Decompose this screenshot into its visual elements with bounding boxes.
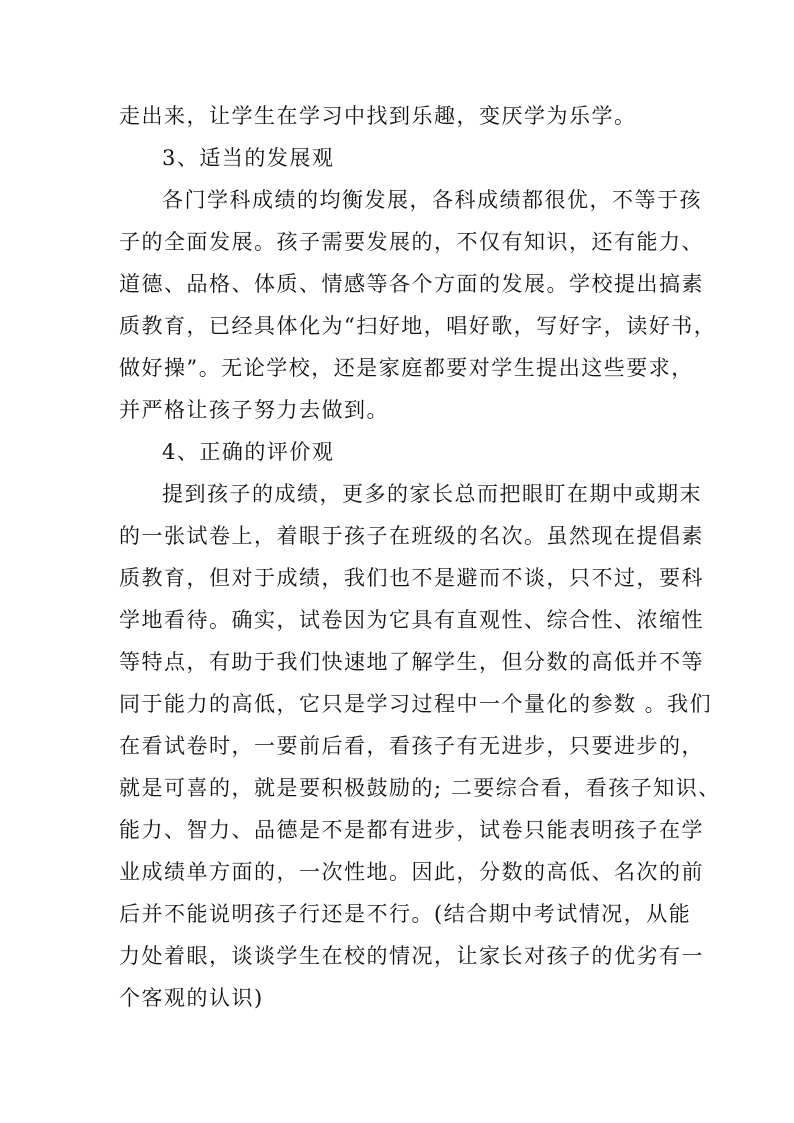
- text-line: 等特点，有助于我们快速地了解学生，但分数的高低并不等: [119, 650, 704, 674]
- text-line: 各门学科成绩的均衡发展，各科成绩都很优，不等于孩: [162, 188, 702, 212]
- text-line: 后并不能说明孩子行还是不行。(结合期中考试情况，从能: [119, 902, 692, 926]
- text-line: 提到孩子的成绩，更多的家长总而把眼盯在期中或期末: [162, 482, 702, 506]
- text-line: 就是可喜的，就是要积极鼓励的; 二要综合看，看孩子知识、: [119, 776, 721, 800]
- text-line: 做好操”。无论学校，还是家庭都要对学生提出这些要求，: [119, 356, 694, 380]
- text-line: 质教育，已经具体化为“扫好地，唱好歌，写好字，读好书，: [119, 314, 717, 338]
- text-line: 道德、品格、体质、情感等各个方面的发展。学校提出搞素: [119, 272, 704, 296]
- text-line: 同于能力的高低，它只是学习过程中一个量化的参数 。我们: [119, 692, 713, 716]
- text-line: 学地看待。确实，试卷因为它具有直观性、综合性、浓缩性: [119, 608, 704, 632]
- text-line: 能力、智力、品德是不是都有进步，试卷只能表明孩子在学: [119, 818, 704, 842]
- text-line: 质教育，但对于成绩，我们也不是避而不谈，只不过，要科: [119, 566, 704, 590]
- section-heading: 4、正确的评价观: [162, 440, 335, 464]
- text-line: 力处着眼，谈谈学生在校的情况，让家长对孩子的优劣有一: [119, 944, 704, 968]
- text-line: 的一张试卷上，着眼于孩子在班级的名次。虽然现在提倡素: [119, 524, 704, 548]
- section-heading: 3、适当的发展观: [162, 146, 335, 170]
- text-line: 子的全面发展。孩子需要发展的，不仅有知识，还有能力、: [119, 230, 704, 254]
- text-line: 并严格让孩子努力去做到。: [119, 398, 389, 422]
- text-line: 个客观的认识): [119, 986, 264, 1010]
- text-line: 在看试卷时，一要前后看，看孩子有无进步，只要进步的，: [119, 734, 704, 758]
- text-line: 走出来，让学生在学习中找到乐趣，变厌学为乐学。: [119, 104, 637, 128]
- text-line: 业成绩单方面的，一次性地。因此，分数的高低、名次的前: [119, 860, 704, 884]
